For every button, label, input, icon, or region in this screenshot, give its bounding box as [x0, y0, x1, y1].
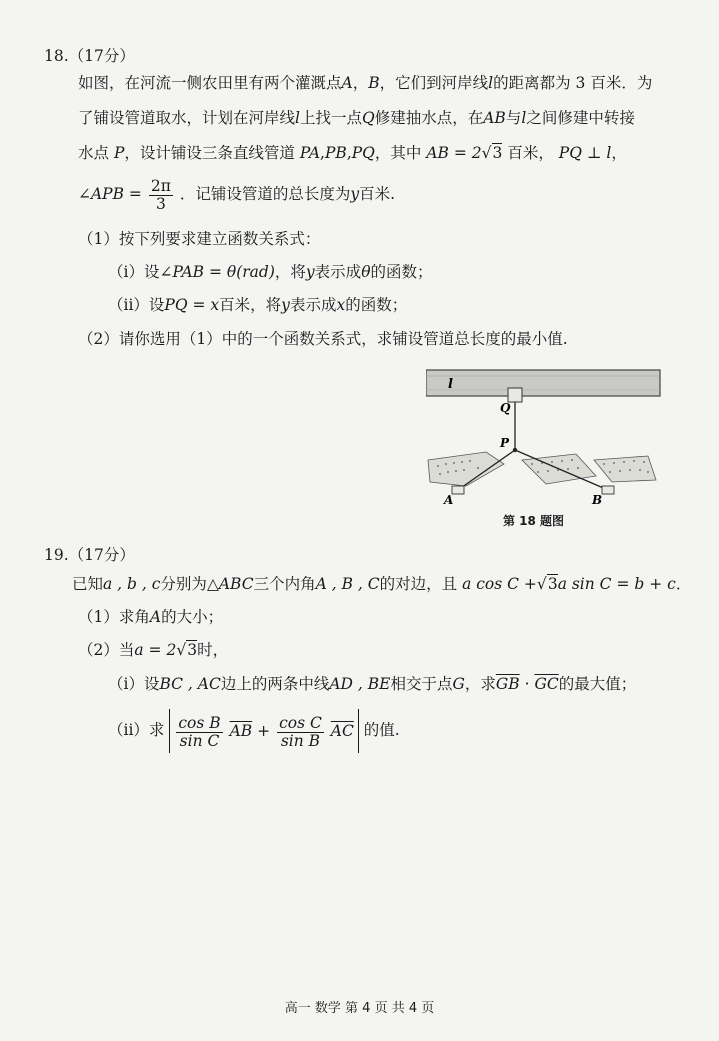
- figure-caption: 第 18 题图: [503, 514, 565, 528]
- point-P: [513, 448, 517, 452]
- irrigation-point-B-icon: [602, 486, 614, 494]
- q18-part2: （2）请你选用（1）中的一个函数关系式，求铺设管道总长度的最小值.: [78, 330, 568, 348]
- irrigation-point-A-icon: [452, 486, 464, 494]
- river-bank: [426, 370, 660, 396]
- label-l: l: [448, 377, 453, 392]
- q18-header: 18.（17分）: [44, 47, 135, 65]
- q19-part2: （2）当a = 2√3时，: [78, 641, 229, 659]
- label-B: B: [592, 493, 603, 507]
- q19-part1: （1）求角A的大小；: [78, 608, 224, 626]
- q19-part2-i: （i）设BC , AC边上的两条中线AD , BE相交于点G，求$\overline{GB} \cdot \overline{GC}$的最大值；: [108, 675, 637, 693]
- q18-figure: [426, 368, 662, 510]
- label-Q: Q: [500, 401, 511, 415]
- q19-part2-ii: （ii）求 $\frac{\text{cos B}}{\text{sin C}}$ $\overline{AB}$ + $\frac{\text{cos C}}{\text{sin B}}$ $\overline{AC}$ 的值.: [108, 708, 400, 752]
- label-P: P: [500, 436, 510, 450]
- q18-intro-line2: 了铺设管道取水，计划在河岸线l上找一点Q修建抽水点，在AB与l之间修建中转接: [78, 109, 635, 127]
- field-left: [428, 452, 504, 486]
- fraction-2pi-over-3: $\frac{2\pi}{3}$: [150, 176, 171, 213]
- q18-part1: （1）按下列要求建立函数关系式：: [78, 230, 321, 248]
- q19-header: 19.（17分）: [44, 546, 135, 564]
- field-right: [594, 456, 656, 482]
- q18-intro-line1: 如图，在河流一侧农田里有两个灌溉点A，B，它们到河岸线l的距离都为 3 百米．为: [78, 74, 653, 92]
- q18-part1-i: （i）设∠PAB = θ(rad)，将y表示成θ的函数；: [108, 263, 433, 281]
- abs-expression: $\frac{\text{cos B}}{\text{sin C}}$ $\overline{AB}$ + $\frac{\text{cos C}}{\text{sin B}}$ $\overline{AC}$: [169, 709, 358, 753]
- q18-part1-ii: （ii）设PQ = x百米，将y表示成x的函数；: [108, 296, 408, 314]
- q18-intro-line4: ∠APB = $\frac{2\pi}{3}$ ．记铺设管道的总长度为y百米.: [78, 176, 396, 213]
- pump-station-icon: [508, 388, 522, 402]
- page-footer: 高一 数学 第 4 页 共 4 页: [284, 1001, 435, 1016]
- label-A: A: [444, 493, 454, 507]
- q18-intro-line3: 水点 P，设计铺设三条直线管道 PA,PB,PQ，其中 AB = 2√3 百米， PQ ⊥ l，: [78, 144, 627, 162]
- q19-intro: 已知a , b , c分别为△ABC三个内角A , B , C的对边，且 a cos C +√3a sin C = b + c．: [72, 575, 692, 593]
